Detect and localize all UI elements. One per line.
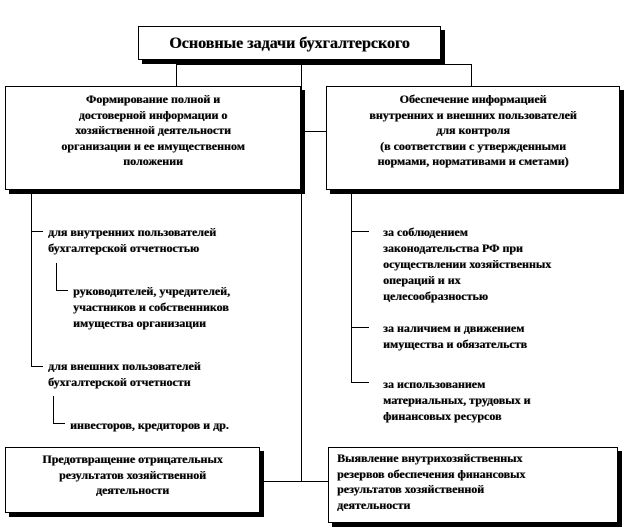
right-item-2-line-1: за наличием и движением <box>383 321 525 335</box>
right-item-1-line-5: целесообразностью <box>383 289 488 303</box>
left-top-line-5: положении <box>123 154 183 168</box>
left-top-line-3: хозяйственной деятельности <box>75 123 231 137</box>
right-item-2 <box>383 320 527 352</box>
left-bottom-box <box>5 447 260 513</box>
top-horizontal-connector <box>176 64 472 65</box>
right-item-1 <box>383 224 551 304</box>
left-tree-branch-1 <box>31 231 43 232</box>
right-bottom-line-4: деятельности <box>337 497 411 512</box>
left-sub2-detail <box>70 417 229 433</box>
title-box <box>138 26 441 60</box>
left-bottom-line-1: Предотвращение отрицательных <box>42 452 223 466</box>
right-item-3-line-1: за использованием <box>383 377 486 391</box>
left-top-line-1: Формирование полной и <box>85 92 221 106</box>
right-item-1-line-2: законодательства РФ при <box>383 241 523 255</box>
left-tree-branch-2 <box>31 366 43 367</box>
right-tree-branch-3 <box>351 382 369 383</box>
left-bottom-line-2: результатов хозяйственной <box>58 467 207 482</box>
left-top-line-2: достоверной информации о <box>78 107 228 122</box>
left-sub2-line-1: для внешних пользователей <box>48 359 201 373</box>
title-text: Основные задачи бухгалтерского <box>169 35 410 52</box>
left-top-box <box>5 86 301 190</box>
right-top-line-4: (в соответствии с утвержденными <box>380 138 566 153</box>
left-sub1-vertical <box>56 263 57 291</box>
right-top-line-2: внутренних и внешних пользователей <box>369 107 577 122</box>
left-sub2-line-2: бухгалтерской отчетности <box>48 375 191 389</box>
right-tree-vertical <box>351 191 352 383</box>
connector-right-mid <box>301 131 326 132</box>
right-top-line-1: Обеспечение информацией <box>399 92 547 106</box>
left-sub1-detail <box>73 283 230 331</box>
left-sub1-detail-3: имущества организации <box>73 316 206 330</box>
left-bottom-line-3: деятельности <box>95 483 170 497</box>
left-sub1-line-2: бухгалтерской отчетностью <box>48 241 200 255</box>
main-vertical-connector <box>301 55 302 481</box>
connector-right-top <box>471 64 472 86</box>
left-sub2-vertical <box>53 396 54 424</box>
left-sub1-detail-2: участников и собственников <box>73 300 229 314</box>
right-tree-branch-1 <box>351 231 369 232</box>
right-item-3 <box>383 376 530 424</box>
left-sub1-text <box>48 224 216 256</box>
left-sub2-detail-1: инвесторов, кредиторов и др. <box>70 418 229 432</box>
left-sub1-line-1: для внутренних пользователей <box>48 225 217 239</box>
connector-left-top <box>176 64 177 86</box>
right-bottom-line-1: Выявление внутрихозяйственных <box>337 451 523 465</box>
right-top-line-3: для контроля <box>436 123 510 137</box>
right-tree-branch-2 <box>351 327 369 328</box>
right-item-1-line-4: операций и их <box>383 273 461 287</box>
left-top-line-4: организации и ее имущественном <box>61 138 245 153</box>
right-item-1-line-3: осуществлении хозяйственных <box>383 257 552 271</box>
right-item-3-line-2: материальных, трудовых и <box>383 393 531 407</box>
right-bottom-box <box>328 447 618 523</box>
right-bottom-line-2: резервов обеспечения финансовых <box>337 466 526 481</box>
left-tree-vertical <box>31 191 32 367</box>
right-top-line-5: нормами, нормативами и сметами) <box>377 154 569 168</box>
right-item-1-line-1: за соблюдением <box>383 225 468 239</box>
right-item-2-line-2: имущества и обязательств <box>383 337 528 351</box>
right-top-box <box>326 86 620 190</box>
left-sub1-detail-1: руководителей, учредителей, <box>73 284 230 298</box>
left-sub2-text <box>48 358 201 390</box>
right-item-3-line-3: финансовых ресурсов <box>383 409 502 423</box>
right-bottom-line-3: результатов хозяйственной <box>337 482 485 496</box>
left-sub2-branch <box>53 423 65 424</box>
connector-bottom <box>260 481 328 482</box>
left-sub1-branch <box>56 290 68 291</box>
